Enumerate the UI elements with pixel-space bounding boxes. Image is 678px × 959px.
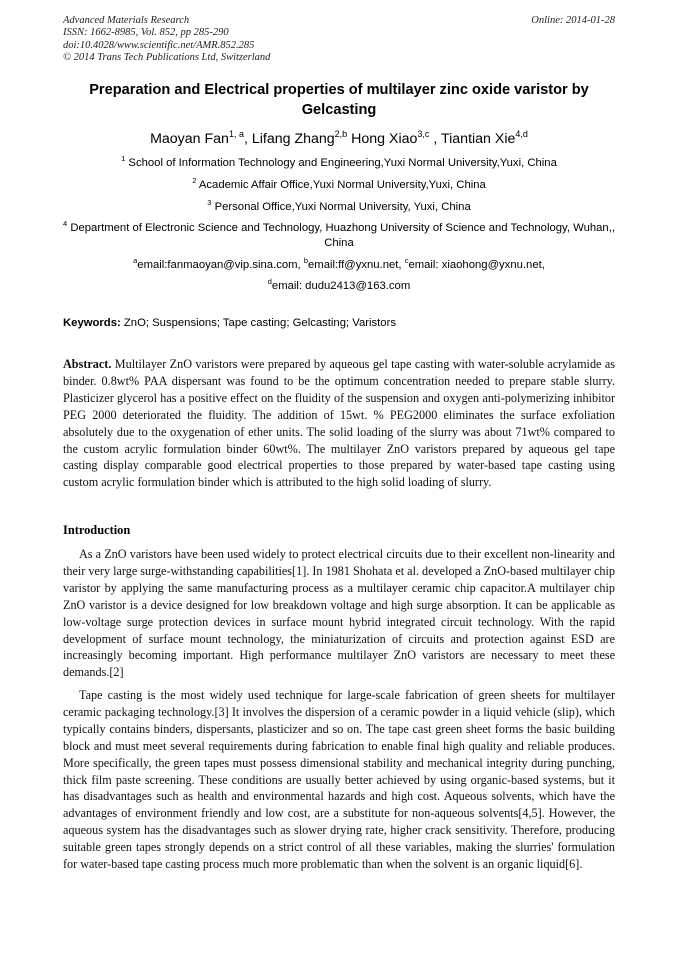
author-name: Lifang Zhang: [251, 131, 335, 147]
email-d: email: dudu2413@163.com: [271, 280, 411, 292]
author-separator: ,: [429, 131, 441, 147]
email-sup: b: [303, 256, 309, 265]
intro-paragraph-1: As a ZnO varistors have been used widely to protect electrical circuits due to their excellent non-linearity and their very large surge-withstanding capabilities[1]. In 1981 Shohata et al. developed a ZnO-based multilayer chip varistor by applying the same manufacturing process as a multilayer ceramic chip capacitor.A multilayer chip ZnO varistor is a device designed for low breakdown voltage and high surge absorption. It can be applicable as low-voltage surge protection devices in surface mount hybrid integrated circuit technology. With the rapid development of surface mount technology, the miniaturization of circuits and protection against ESD are increasingly becoming important. High performance multilayer ZnO varistors are necessary to meet these demands.[2]: [63, 547, 615, 680]
affiliation-text: Academic Affair Office,Yuxi Normal University,Yuxi, China: [198, 179, 486, 191]
copyright-line: © 2014 Trans Tech Publications Ltd, Switzerland: [63, 51, 271, 63]
email-c: email: xiaohong@yxnu.net,: [408, 259, 545, 271]
abstract-text: Multilayer ZnO varistors were prepared by aqueous gel tape casting with water-soluble acrylamide as binder. 0.8wt% PAA dispersant was found to be the optimum concentration needed to prepare stable slurry. Plasticizer glycerol has a positive effect on the fluidity of the suspension and oxygen anti-polymerizing inhibitor PEG 2000 deteriorated the fluidity. The addition of 15wt. % PEG2000 eliminates the surface exfoliation absolutely due to the oxygenation of ether units. The solid loading of the slurry was about 71wt% compared to the custom acrylic formulation binder 60wt%. The multilayer ZnO varistors prepared by aqueous gel tape casting display comparable good electrical properties to those prepared by water-based tape casting using custom acrylic formulation binder which is attributed to the high solid loading of slurry.: [63, 357, 615, 490]
author-name: Tiantian Xie: [441, 131, 516, 147]
journal-name: Advanced Materials Research: [63, 15, 190, 26]
email-sup: a: [133, 256, 138, 265]
affiliation-sup: 4: [63, 219, 68, 228]
affiliation-4: [62, 221, 616, 251]
paper-title: Preparation and Electrical properties of multilayer zinc oxide varistor by Gelcasting: [89, 82, 589, 118]
affiliation-sup: 2: [192, 176, 197, 185]
affiliation-sup: 1: [121, 154, 126, 163]
issn-line: ISSN: 1662-8985, Vol. 852, pp 285-290: [63, 27, 229, 39]
email-a: email:fanmaoyan@vip.sina.com,: [137, 259, 304, 271]
abstract: [63, 356, 615, 491]
author-sup: 1, a: [228, 129, 244, 139]
intro-paragraph-2: Tape casting is the most widely used technique for large-scale fabrication of green sheets for multilayer ceramic packaging technology.[3] It involves the dispersion of a ceramic powder in a liquid vehicle (slip), which typically contains binders, dispersants, plasticizer and so on. The tape cast green sheet forms the basic building block and must meet several requirements during fabrication to enable final high quality and reliable produces. More specifically, the green tapes must possess dimensional stability and mechanical integrity during punching, thick film paste screening. These conditions are usually better achieved by using organic-based systems, but it has disadvantages such as health and environmental hazards and high cost. Aqueous solvents, which have the advantages of environment friendly and low cost, are a substitute for non-aqueous solvents[4,5]. However, the aqueous system has the disadvantages such as slower drying rate, higher crack sensitivity. Therefore, producing suitable green tapes strongly depends on a strict control of all these variables, making the slurries' formulation for water-based tape casting process much more problematic than when the solvent is an organic liquid[6].: [63, 688, 615, 872]
author-name: Maoyan Fan: [150, 131, 229, 147]
affiliation-2: [62, 178, 616, 193]
author-sup: 2,b: [334, 129, 348, 139]
affiliation-text: Department of Electronic Science and Technology, Huazhong University of Science and Technology, Wuhan,, China: [70, 222, 615, 249]
email-sup: d: [267, 277, 272, 286]
email-sup: c: [404, 256, 409, 265]
author-sup: 3,c: [417, 129, 430, 139]
keywords-text: ZnO; Suspensions; Tape casting; Gelcasting; Varistors: [120, 317, 396, 329]
journal-meta: [63, 15, 270, 64]
affiliation-3: [62, 200, 616, 215]
affiliation-sup: 3: [207, 198, 212, 207]
online-date: Online: 2014-01-28: [531, 15, 615, 26]
author-separator: ,: [243, 131, 252, 147]
keywords-label: Keywords:: [63, 317, 121, 329]
email-b: email:ff@yxnu.net,: [308, 259, 405, 271]
author-name: Hong Xiao: [351, 131, 418, 147]
author-list: [40, 130, 638, 148]
keywords: [63, 316, 615, 331]
affiliation-text: School of Information Technology and Engineering,Yuxi Normal University,Yuxi, China: [128, 157, 557, 169]
email-line-2: [62, 279, 616, 294]
section-heading-introduction: Introduction: [63, 523, 131, 537]
abstract-label: Abstract.: [63, 357, 112, 371]
affiliation-text: Personal Office,Yuxi Normal University, Yuxi, China: [214, 201, 471, 213]
author-sup: 4,d: [515, 129, 528, 139]
email-line-1: [62, 258, 616, 273]
doi-line: doi:10.4028/www.scientific.net/AMR.852.285: [63, 39, 255, 51]
affiliation-1: [62, 156, 616, 171]
